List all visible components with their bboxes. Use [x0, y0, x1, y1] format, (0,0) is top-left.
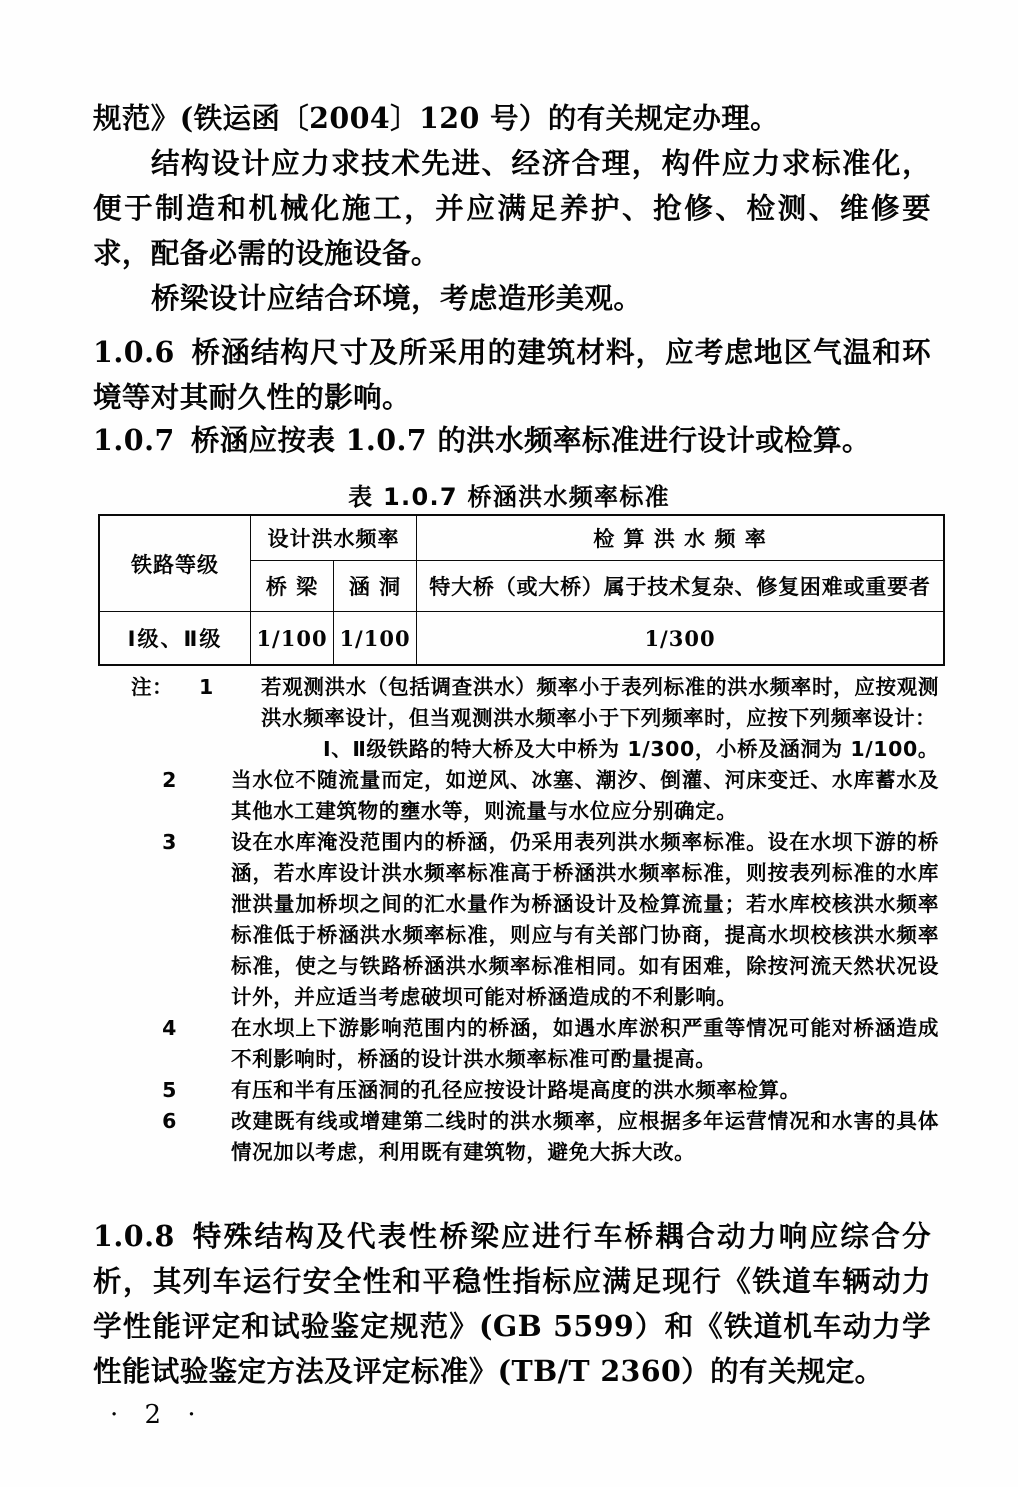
paragraph-bridge-aesthetics: 桥梁设计应结合环境，考虑造形美观。 [151, 281, 643, 315]
note-number: 4 [162, 1016, 177, 1040]
table-header-design-bridge: 桥 梁 [251, 561, 334, 612]
clause-1-0-6 [93, 330, 931, 420]
table-header-design-freq: 设计洪水频率 [251, 515, 417, 561]
note-text: 设在水库淹没范围内的桥涵，仍采用表列洪水频率标准。设在水坝下游的桥涵，若水库设计洪水频率标准高于桥涵洪水频率标准，则按表列标准的水库泄洪量加桥坝之间的汇水量作为桥涵设计及检算流量；若水库校核洪水频率标准低于桥涵洪水频率标准，则应与有关部门协商，提高水坝校核洪水频率标准，使之与铁路桥涵洪水频率标准相同。如有困难，除按河流天然状况设计外，并应适当考虑破坝可能对桥涵造成的不利影响。 [231, 830, 939, 1009]
note-text: 在水坝上下游影响范围内的桥涵，如遇水库淤积严重等情况可能对桥涵造成不利影响时，桥涵的设计洪水频率标准可酌量提高。 [231, 1016, 939, 1071]
note-text: 改建既有线或增建第二线时的洪水频率，应根据多年运营情况和水害的具体情况加以考虑，利用既有建筑物，避免大拆大改。 [231, 1109, 939, 1164]
note-number: 1 [199, 675, 214, 699]
body-text-top [93, 96, 931, 321]
note-item [131, 765, 939, 827]
table-header-design-culvert: 涵 洞 [334, 561, 417, 612]
clause-1-0-6-number: 1.0.6 [93, 335, 175, 369]
note-text: 当水位不随流量而定，如逆风、冰塞、潮汐、倒灌、河床变迁、水库蓄水及其他水工建筑物的壅水等，则流量与水位应分别确定。 [231, 768, 939, 823]
paragraph-continued: 规范》(铁运函〔2004〕120 号）的有关规定办理。 [93, 101, 780, 135]
clause-1-0-7-text: 桥涵应按表 1.0.7 的洪水频率标准进行设计或检算。 [190, 423, 871, 457]
note-text: 若观测洪水（包括调查洪水）频率小于表列标准的洪水频率时，应按观测洪水频率设计，但当观测洪水频率小于下列频率时，应按下列频率设计： [261, 675, 939, 730]
note-item [131, 1075, 939, 1106]
clause-1-0-8-text: 特殊结构及代表性桥梁应进行车桥耦合动力响应综合分析，其列车运行安全性和平稳性指标应满足现行《铁道车辆动力学性能评定和试验鉴定规范》(GB 5599）和《铁道机车动力学性能试验鉴定方法及评定标准》(TB/T 2360）的有关规定。 [93, 1219, 931, 1388]
paragraph-structure-design: 结构设计应力求技术先进、经济合理，构件应力求标准化，便于制造和机械化施工，并应满足养护、抢修、检测、维修要求，配备必需的设施设备。 [93, 146, 931, 270]
note-number: 2 [162, 768, 177, 792]
table-notes [131, 672, 939, 1168]
notes-label: 注： [131, 675, 174, 699]
note-item [131, 672, 939, 734]
note-item [131, 1013, 939, 1075]
clause-1-0-6-text: 桥涵结构尺寸及所采用的建筑材料，应考虑地区气温和环境等对其耐久性的影响。 [93, 335, 931, 414]
table-row [99, 515, 944, 561]
table-caption: 表 1.0.7 桥涵洪水频率标准 [348, 483, 670, 511]
note-item [131, 1106, 939, 1168]
note-sub-text: Ⅰ、Ⅱ级铁路的特大桥及大中桥为 1/300，小桥及涵洞为 1/100。 [323, 737, 939, 761]
flood-frequency-table [98, 514, 945, 666]
table-header-check-freq: 检 算 洪 水 频 率 [417, 515, 945, 561]
table-header-grade: 铁路等级 [99, 515, 251, 612]
table-cell-check-value: 1/300 [417, 612, 945, 666]
table-cell-design-culvert-value: 1/100 [334, 612, 417, 666]
clause-1-0-7-number: 1.0.7 [93, 423, 175, 457]
note-number: 3 [162, 830, 177, 854]
table-row [99, 612, 944, 666]
table-element [98, 514, 945, 666]
note-number: 6 [162, 1109, 177, 1133]
clause-1-0-7 [93, 418, 931, 463]
clause-1-0-8 [93, 1214, 931, 1394]
table-cell-grade-value: Ⅰ级、Ⅱ级 [99, 612, 251, 666]
page-number: · 2 · [110, 1400, 205, 1430]
note-item [131, 827, 939, 1013]
note-number: 5 [162, 1078, 177, 1102]
table-header-check-desc: 特大桥（或大桥）属于技术复杂、修复困难或重要者 [417, 561, 945, 612]
clause-1-0-8-number: 1.0.8 [93, 1219, 175, 1253]
note-text: 有压和半有压涵洞的孔径应按设计路堤高度的洪水频率检算。 [231, 1078, 801, 1102]
table-cell-design-bridge-value: 1/100 [251, 612, 334, 666]
note-subitem [131, 734, 939, 765]
